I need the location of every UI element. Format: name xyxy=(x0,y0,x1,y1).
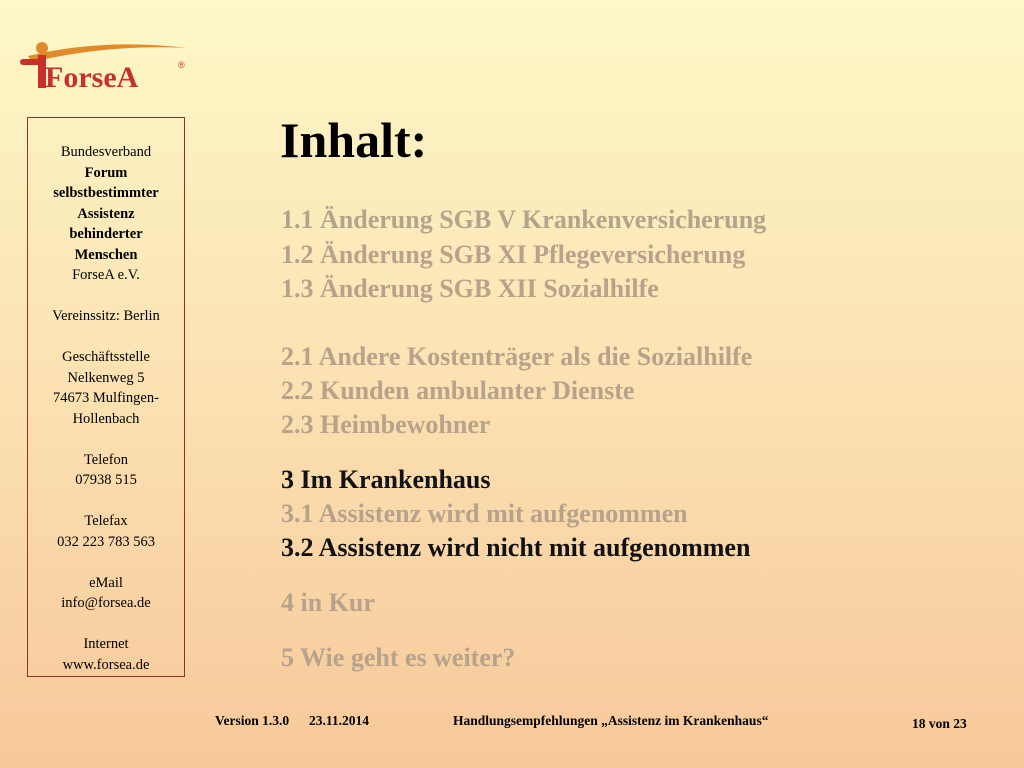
association-line-3: selbstbestimmter xyxy=(53,185,159,201)
phone-number: 07938 515 xyxy=(75,472,137,488)
toc-item-1-2: 1.2 Änderung SGB XI Pflegeversicherung xyxy=(281,240,746,269)
logo-swoosh xyxy=(28,44,186,62)
forsea-logo-graphic xyxy=(18,38,190,94)
forsea-logo xyxy=(18,38,190,94)
toc-item-1-3: 1.3 Änderung SGB XII Sozialhilfe xyxy=(281,274,659,303)
logo-registered: ® xyxy=(178,60,185,70)
association-line-2: Forum xyxy=(84,164,128,181)
logo-person-arm xyxy=(20,59,42,65)
association-line-4: Assistenz xyxy=(77,205,135,222)
toc-item-3-1: 3.1 Assistenz wird mit aufgenommen xyxy=(281,499,688,528)
fax-number: 032 223 783 563 xyxy=(57,533,155,550)
web-label: Internet xyxy=(83,636,129,652)
toc-item-2-2: 2.2 Kunden ambulanter Dienste xyxy=(281,376,635,405)
office-street: Nelkenweg 5 xyxy=(67,369,145,386)
association-line-6: Menschen xyxy=(74,246,138,263)
association-info-box xyxy=(27,117,185,677)
email-label: eMail xyxy=(89,574,123,591)
logo-text: ForseA xyxy=(45,61,139,94)
toc-item-3-2: 3.2 Assistenz wird nicht mit aufgenommen xyxy=(281,533,751,562)
toc-item-4: 4 in Kur xyxy=(281,588,375,617)
footer-document-title: Handlungsempfehlungen „Assistenz im Krankenhaus“ xyxy=(453,713,769,728)
association-line-5: behinderter xyxy=(69,226,143,242)
toc-item-2-1: 2.1 Andere Kostenträger als die Sozialhilfe xyxy=(281,342,753,371)
footer-date: 23.11.2014 xyxy=(309,713,370,728)
phone-label: Telefon xyxy=(83,451,129,468)
email-address: info@forsea.de xyxy=(61,595,151,611)
association-line-7: ForseA e.V. xyxy=(72,267,140,283)
web-address: www.forsea.de xyxy=(62,656,150,673)
office-label: Geschäftsstelle xyxy=(62,349,150,365)
registered-seat: Vereinssitz: Berlin xyxy=(52,308,160,324)
logo-person-head xyxy=(36,42,48,54)
toc-item-3: 3 Im Krankenhaus xyxy=(281,465,491,494)
toc-item-5: 5 Wie geht es weiter? xyxy=(281,643,516,672)
fax-label: Telefax xyxy=(84,513,128,529)
footer-version: Version 1.3.0 xyxy=(215,713,290,728)
office-city-line-2: Hollenbach xyxy=(72,410,140,427)
office-city-line-1: 74673 Mulfingen- xyxy=(53,390,159,406)
toc-item-2-3: 2.3 Heimbewohner xyxy=(281,410,491,439)
footer-page-number: 18 von 23 xyxy=(912,716,967,731)
page-title: Inhalt: xyxy=(280,112,428,168)
toc-item-1-1: 1.1 Änderung SGB V Krankenversicherung xyxy=(281,205,767,234)
association-line-1: Bundesverband xyxy=(60,144,152,160)
